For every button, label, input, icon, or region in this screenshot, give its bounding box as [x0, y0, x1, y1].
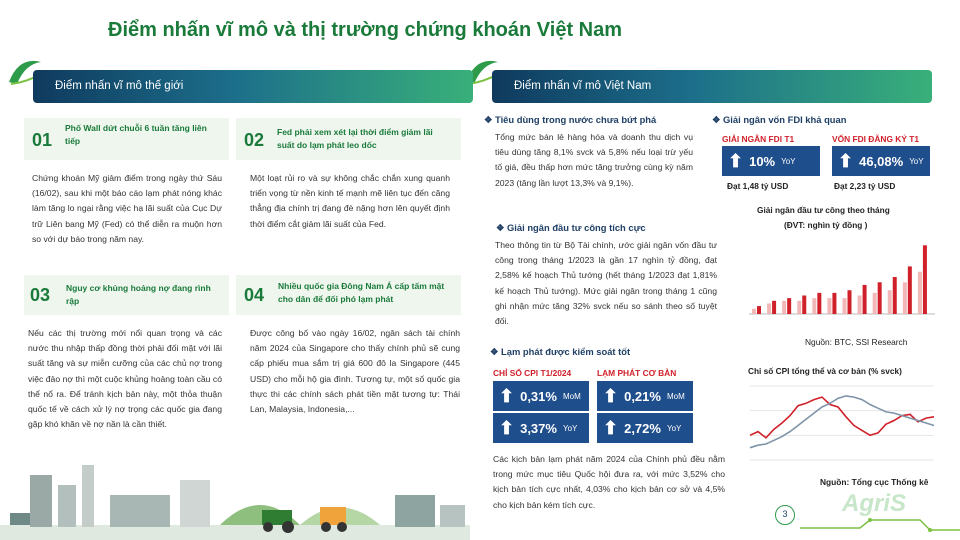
- investment-bar: [903, 282, 907, 314]
- core-yoy-unit: YoY: [666, 423, 682, 433]
- investment-bar: [908, 266, 912, 314]
- inflation-heading-label: Lạm phát được kiểm soát tốt: [501, 346, 631, 357]
- investment-bar: [863, 285, 867, 314]
- world-item-4-text: Được công bố vào ngày 16/02, ngân sách tài chính năm 2024 của Singapore cho thấy chính phủ sẽ cung cấp phiếu mua sắm trị giá 600 đô la Singapore (445 USD) cho mỗi hộ gia đình. Tương tự, một số quốc gia thực thi các chính sách phát tiền mặt tương tự: Thái Lan, Malaysia, Indonesia,...: [250, 328, 460, 415]
- investment-bar: [812, 298, 816, 314]
- investment-bar: [757, 306, 761, 314]
- investment-bar-chart: [735, 232, 940, 332]
- investment-chart-unit: (ĐVT: nghìn tỷ đồng ): [784, 220, 868, 230]
- investment-bar: [878, 282, 882, 314]
- cpi-yoy-value: 3,37%: [520, 420, 557, 436]
- fdi-registered-amount: Đạt 2,23 tỷ USD: [834, 181, 896, 191]
- investment-bar: [893, 277, 897, 314]
- investment-chart-title: Giải ngân đầu tư công theo tháng: [757, 205, 890, 215]
- world-item-3-text: Nếu các thị trường mới nổi quan trọng và các nước thu nhập thấp đồng thời phải đối mặt với lãi suất tăng và sự miễn cưỡng của các chủ nợ trong việc đảo nợ thì một cuộc khủng hoảng toàn cầu có thể nổ ra. Để tránh kịch bản này, một thỏa thuận quốc tế về cách xử lý nợ trọng các quốc gia đang gặp khó khăn về nợ nần là cần thiết.: [28, 328, 222, 430]
- fdi-registered-unit: YoY: [909, 156, 924, 166]
- cpi-mom-value: 0,31%: [520, 388, 557, 404]
- core-mom-unit: MoM: [666, 391, 685, 401]
- world-item-4-number: 04: [244, 285, 265, 305]
- circuit-decoration: [800, 518, 960, 538]
- fdi-registered-label: VỐN FDI ĐĂNG KÝ T1: [832, 134, 920, 144]
- world-item-3-title: Nguy cơ khủng hoảng nợ đang rình rập: [66, 283, 211, 306]
- cpi-yoy-unit: YoY: [562, 423, 578, 433]
- world-item-1-title: Phố Wall dứt chuỗi 6 tuần tăng liên tiếp: [65, 123, 207, 146]
- vn-macro-header: [492, 70, 932, 103]
- up-arrow-icon: ⬆: [603, 385, 619, 406]
- up-arrow-icon: ⬆: [603, 417, 619, 438]
- fdi-disbursement-box: [722, 146, 820, 176]
- up-arrow-icon: ⬆: [728, 150, 744, 171]
- cpi-line-chart: [742, 380, 942, 472]
- world-macro-header-label: Điểm nhấn vĩ mô thế giới: [55, 80, 184, 92]
- page-number: 3: [775, 505, 795, 525]
- investment-bar: [787, 298, 791, 314]
- consumption-heading: ❖ Tiêu dùng trong nước chưa bứt phá: [484, 114, 657, 125]
- fdi-registered-box: [832, 146, 930, 176]
- vn-macro-header-label: Điểm nhấn vĩ mô Việt Nam: [514, 80, 652, 92]
- investment-bar: [827, 298, 831, 314]
- investment-bar: [888, 290, 892, 314]
- world-item-3-number: 03: [30, 285, 51, 305]
- inflation-text: Các kịch bản lạm phát năm 2024 của Chính phủ đều nằm trong mức mục tiêu Quốc hội đưa ra, với mức 3,52% cho kịch bản tích cực nhất, 4,03% cho kịch bản cơ sở và 4,5% cho kịch bản kém tích cực.: [493, 454, 725, 510]
- fdi-heading: ❖ Giải ngân vốn FDI khả quan: [712, 114, 847, 125]
- cpi-series-line-2: [750, 396, 934, 448]
- core-yoy-value: 2,72%: [624, 420, 661, 436]
- core-mom-value: 0,21%: [624, 388, 661, 404]
- agriculture-illustration: [0, 455, 470, 540]
- consumption-text: Tổng mức bán lẻ hàng hóa và doanh thu dịch vụ tiêu dùng tăng 8,1% svck và 5,8% nếu loại trừ yếu tố giá, đều thấp hơn mức tăng trưởng cùng kỳ năm 2023 (tăng lần lượt 13,3% và 9,1%).: [495, 132, 693, 188]
- investment-bar: [772, 301, 776, 314]
- cpi-mom-unit: MoM: [562, 391, 581, 401]
- world-item-2-title: Fed phải xem xét lại thời điểm giảm lãi suất do lạm phát leo dốc: [277, 127, 433, 150]
- page-title: Điểm nhấn vĩ mô và thị trường chứng khoán Việt Nam: [108, 19, 623, 41]
- investment-bar: [752, 309, 756, 314]
- world-item-1-text: Chứng khoán Mỹ giảm điểm trong ngày thứ Sáu (16/02), sau khi một báo cáo lạm phát nóng khác làm tăng lo ngại rằng việc hạ lãi suất của Cục Dự trữ Liên bang Mỹ (Fed) có thể diễn ra muộn hơn so với dự báo trong năm nay.: [32, 173, 222, 244]
- world-item-2-number: 02: [244, 130, 265, 150]
- core-yoy-box: [597, 413, 693, 443]
- agris-logo: AgriS: [842, 490, 907, 517]
- investment-bar: [873, 293, 877, 314]
- investment-bar: [843, 298, 847, 314]
- fdi-disbursement-value: 10%: [749, 153, 776, 169]
- public-investment-heading-label: Giải ngân đầu tư công tích cực: [507, 222, 646, 233]
- cpi-yoy-box: [493, 413, 589, 443]
- investment-bar: [858, 296, 862, 315]
- consumption-heading-label: Tiêu dùng trong nước chưa bứt phá: [495, 114, 657, 125]
- investment-bar: [817, 293, 821, 314]
- investment-bar: [797, 301, 801, 314]
- world-item-1-number: 01: [32, 130, 53, 150]
- fdi-disbursement-label: GIẢI NGÂN FDI T1: [722, 134, 795, 144]
- core-mom-box: [597, 381, 693, 411]
- inflation-heading: ❖ Lạm phát được kiểm soát tốt: [490, 346, 631, 357]
- world-item-4-title: Nhiều quốc gia Đông Nam Á cấp tấm mặt cho dân để đối phó lạm phát: [278, 281, 445, 304]
- cpi-label: CHỈ SỐ CPI T1/2024: [493, 368, 572, 378]
- public-investment-text: Theo thông tin từ Bộ Tài chính, ước giải ngân vốn đầu tư công trong tháng 1/2023 là gần 17 nghìn tỷ đồng, đạt 2,58% kế hoạch Thủ tướng (hết tháng 1/2023 đạt 1,81% kế hoạch Thủ tướng). Mức giải ngân trong tháng 1 cũng ghi nhận mức tăng 32% svck nếu so sánh theo số tuyệt đối.: [495, 240, 717, 327]
- investment-bar: [923, 245, 927, 314]
- investment-bar: [767, 303, 771, 314]
- fdi-heading-label: Giải ngân vốn FDI khả quan: [723, 114, 847, 125]
- world-item-2-text: Một loạt rủi ro và sự không chắc chắn xung quanh triển vọng từ nền kinh tế mạnh mẽ liên tục đến căng thẳng địa chính trị đang đè nặng hơn lên quyết định thời điểm cắt giảm lãi suất của Fed.: [250, 173, 450, 229]
- public-investment-heading: ❖ Giải ngân đầu tư công tích cực: [496, 222, 646, 233]
- investment-bar: [848, 290, 852, 314]
- cpi-source: Nguồn: Tổng cục Thống kê: [820, 477, 929, 487]
- world-macro-header: [33, 70, 473, 103]
- investment-source: Nguồn: BTC, SSI Research: [805, 337, 908, 347]
- up-arrow-icon: ⬆: [499, 417, 515, 438]
- up-arrow-icon: ⬆: [838, 150, 854, 171]
- fdi-registered-value: 46,08%: [859, 153, 904, 169]
- cpi-mom-box: [493, 381, 589, 411]
- investment-bar: [782, 301, 786, 314]
- investment-bar: [918, 272, 922, 314]
- fdi-disbursement-amount: Đạt 1,48 tỷ USD: [727, 181, 789, 191]
- cpi-chart-title: Chỉ số CPI tổng thể và cơ bản (% svck): [748, 366, 902, 376]
- fdi-disbursement-unit: YoY: [781, 156, 796, 166]
- up-arrow-icon: ⬆: [499, 385, 515, 406]
- investment-bar: [802, 296, 806, 315]
- investment-bar: [832, 293, 836, 314]
- core-inflation-label: LẠM PHÁT CƠ BẢN: [597, 368, 677, 378]
